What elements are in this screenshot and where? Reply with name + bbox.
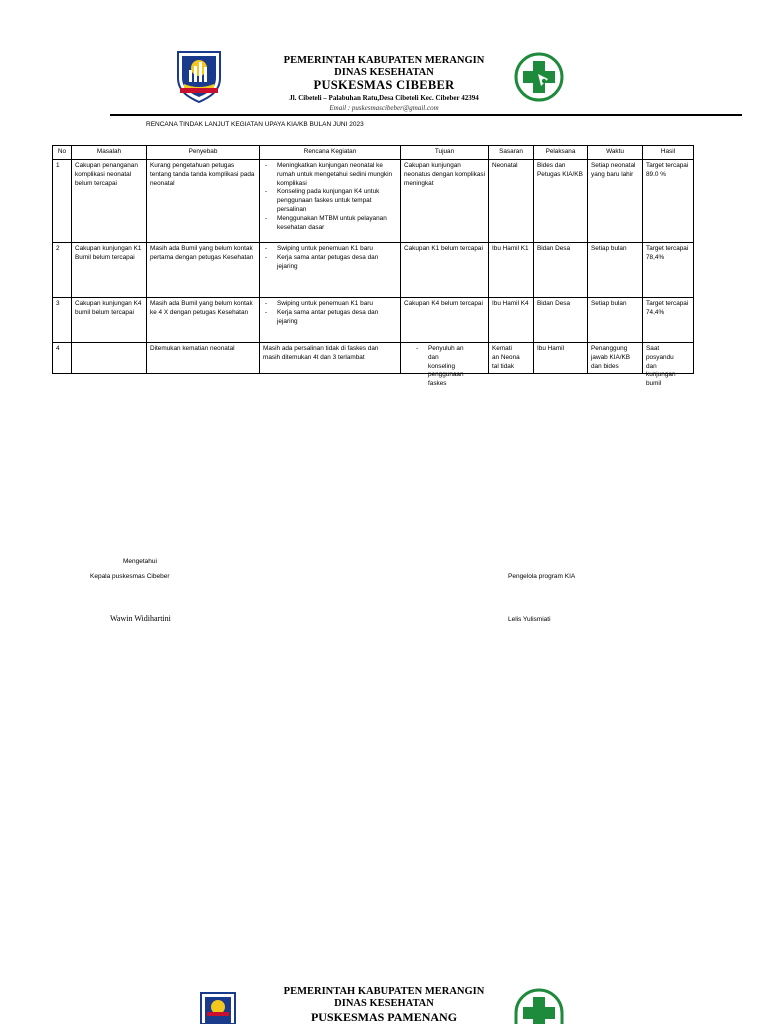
tujuan-item: - Penyuluh an dan konseling penggunaan faskes xyxy=(428,345,464,389)
letterhead-puskesmas: PUSKESMAS CIBEBER xyxy=(313,78,455,92)
rencana-item: - Kerja sama antar petugas desa dan jejaring xyxy=(277,254,397,272)
cell-penyebab: Kurang pengetahuan petugas tentang tanda tanda komplikasi pada neonatal xyxy=(147,160,260,243)
cell-waktu: Penanggung jawab KIA/KB dan bides xyxy=(588,343,643,374)
cell-waktu: Setiap bulan xyxy=(588,298,643,343)
table-row xyxy=(53,160,694,243)
footer-letterhead-department: DINAS KESEHATAN xyxy=(334,998,434,1009)
cell-rencana xyxy=(260,243,401,298)
cell-hasil: Target tercapai 74,4% xyxy=(643,298,694,343)
cell-waktu: Setiap bulan xyxy=(588,243,643,298)
rencana-item: - Konseling pada kunjungan K4 untuk penggunaan faskes untuk tempat persalinan xyxy=(277,188,397,214)
program-manager-name: Lelis Yulismiati xyxy=(508,616,551,623)
cell-tujuan: Cakupan kunjungan neonatus dengan komplikasi meningkat xyxy=(401,160,489,243)
cell-masalah: Cakupan kunjungan K1 Bumil belum tercapai xyxy=(72,243,147,298)
letterhead-address: Jl. Cibeteli – Palabuhan Ratu,Desa Cibeteli Kec. Cibeber 42394 xyxy=(289,94,479,102)
head-puskesmas-title: Kepala puskesmas Cibeber xyxy=(90,573,170,580)
cell-pelaksana: Bidan Desa xyxy=(534,298,588,343)
cell-pelaksana: Ibu Hamil xyxy=(534,343,588,374)
cell-pelaksana: Bidan Desa xyxy=(534,243,588,298)
cell-penyebab: Ditemukan kematian neonatal xyxy=(147,343,260,374)
rencana-item: - Kerja sama antar petugas desa dan jejaring xyxy=(277,309,397,327)
head-puskesmas-name: Wawin Widihartini xyxy=(110,614,171,623)
header-masalah: Masalah xyxy=(72,146,147,160)
cell-masalah: Cakupan penanganan komplikasi neonatal belum tercapai xyxy=(72,160,147,243)
acknowledged-label: Mengetahui xyxy=(123,558,157,565)
cell-penyebab: Masih ada Bumil yang belum kontak pertama dengan petugas Kesehatan xyxy=(147,243,260,298)
header-waktu: Waktu xyxy=(588,146,643,160)
table-row xyxy=(53,243,694,298)
action-plan-table xyxy=(52,145,694,388)
rencana-item: - Swiping untuk penemuan K1 baru xyxy=(277,300,397,309)
rencana-item: - Menggunakan MTBM untuk pelayanan kesehatan dasar xyxy=(277,215,397,233)
cell-no: 3 xyxy=(53,298,72,343)
rencana-item: - Meningkatkan kunjungan neonatal ke rumah untuk mengetahui sedini mungkin komplikasi xyxy=(277,162,397,188)
footer-letterhead-government: PEMERINTAH KABUPATEN MERANGIN xyxy=(283,986,485,997)
header-pelaksana: Pelaksana xyxy=(534,146,588,160)
cell-sasaran: Ibu Hamil K1 xyxy=(489,243,534,298)
cell-no: 4 xyxy=(53,343,72,374)
letterhead-department: DINAS KESEHATAN xyxy=(334,67,434,78)
cell-waktu: Setiap neonatal yang baru lahir xyxy=(588,160,643,243)
cell-masalah xyxy=(72,343,147,374)
cell-hasil: Target tercapai 78,4% xyxy=(643,243,694,298)
cell-pelaksana: Bides dan Petugas KIA/KB xyxy=(534,160,588,243)
cell-rencana xyxy=(260,160,401,243)
rencana-item: - Swiping untuk penemuan K1 baru xyxy=(277,245,397,254)
cell-no: 2 xyxy=(53,243,72,298)
header-rencana: Rencana Kegiatan xyxy=(260,146,401,160)
cell-rencana xyxy=(260,298,401,343)
cell-hasil xyxy=(643,343,694,388)
header-penyebab: Penyebab xyxy=(147,146,260,160)
program-manager-title: Pengelola program KIA xyxy=(508,573,576,580)
footer-letterhead-puskesmas: PUSKESMAS PAMENANG xyxy=(310,1010,458,1024)
cell-sasaran xyxy=(489,343,534,374)
table-row xyxy=(53,343,694,374)
cell-rencana: Masih ada persalinan tidak di faskes dan masih ditemukan 4t dan 3 terlambat xyxy=(260,343,401,374)
letterhead-government: PEMERINTAH KABUPATEN MERANGIN xyxy=(283,55,485,66)
table-row xyxy=(53,298,694,343)
cell-hasil: Target tercapai 89.0 % xyxy=(643,160,694,243)
letterhead-email: Email : puskesmascibeber@gmail.com xyxy=(329,104,439,112)
cell-tujuan xyxy=(401,343,489,388)
sasaran-text: Kemati an Neona tal tidak xyxy=(492,345,520,370)
cell-masalah: Cakupan kunjungan K4 bumil belum tercapai xyxy=(72,298,147,343)
header-no: No xyxy=(53,146,72,160)
cell-sasaran: Ibu Hamil K4 xyxy=(489,298,534,343)
cell-no: 1 xyxy=(53,160,72,243)
table-header-row xyxy=(53,146,694,160)
letterhead-divider xyxy=(110,114,742,116)
cell-tujuan: Cakupan K4 belum tercapai xyxy=(401,298,489,343)
hasil-text: Saat posyandu dan kunjungan bumil xyxy=(646,345,676,388)
header-hasil: Hasil xyxy=(643,146,694,160)
header-sasaran: Sasaran xyxy=(489,146,534,160)
cell-tujuan: Cakupan K1 belum tercapai xyxy=(401,243,489,298)
header-tujuan: Tujuan xyxy=(401,146,489,160)
cell-penyebab: Masih ada Bumil yang belum kontak ke 4 X dengan petugas Kesehatan xyxy=(147,298,260,343)
cell-sasaran: Neonatal xyxy=(489,160,534,243)
document-title: RENCANA TINDAK LANJUT KEGIATAN UPAYA KIA/KB BULAN JUNI 2023 xyxy=(146,121,364,128)
